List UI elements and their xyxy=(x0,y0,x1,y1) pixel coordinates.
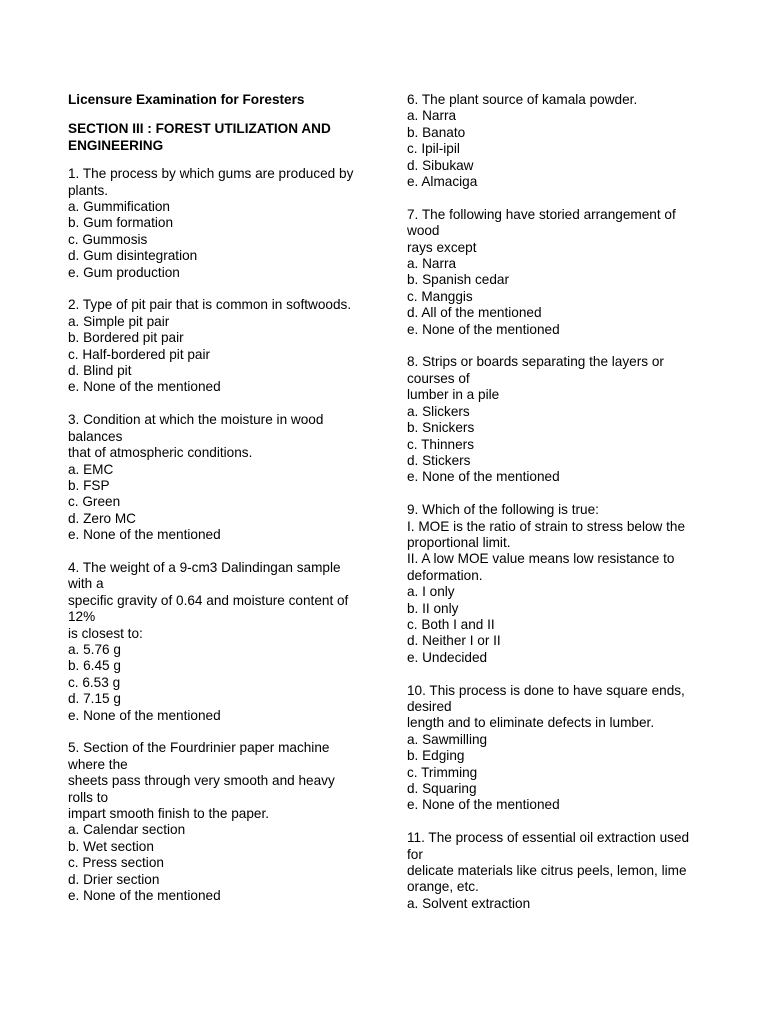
question-stem-line: rolls to xyxy=(68,789,109,805)
section-title-line: ENGINEERING xyxy=(68,137,164,153)
question-stem-line: specific gravity of 0.64 and moisture content of xyxy=(68,592,349,608)
answer-option: e. Almaciga xyxy=(407,174,478,190)
question-stem-line: 7. The following have storied arrangement of xyxy=(407,206,676,222)
question-block xyxy=(407,830,707,912)
question-stem-line: length and to eliminate defects in lumber. xyxy=(407,715,655,731)
answer-option: a. Calendar section xyxy=(68,822,186,838)
answer-option: e. Gum production xyxy=(68,264,180,280)
question-stem-line: impart smooth finish to the paper. xyxy=(68,806,269,821)
answer-option: d. Sibukaw xyxy=(407,157,474,173)
answer-option: b. Banato xyxy=(407,124,466,140)
question-stem-line: orange, etc. xyxy=(407,879,479,895)
answer-option: d. Drier section xyxy=(68,871,160,887)
answer-option: d. Gum disintegration xyxy=(68,248,198,264)
answer-option: c. Half-bordered pit pair xyxy=(68,346,211,362)
left-column xyxy=(68,92,368,921)
question-stem-line: courses of xyxy=(407,370,470,386)
question-stem-line: for xyxy=(407,846,423,862)
answer-option: a. EMC xyxy=(68,461,114,477)
answer-option: b. II only xyxy=(407,600,459,616)
question-block xyxy=(68,740,368,904)
answer-option: c. Green xyxy=(68,494,121,510)
answer-option: b. Bordered pit pair xyxy=(68,330,184,346)
question-stem-line: plants. xyxy=(68,182,109,198)
answer-option: a. Narra xyxy=(407,108,457,124)
question-stem-line: balances xyxy=(68,428,123,444)
answer-option: e. None of the mentioned xyxy=(68,888,221,904)
answer-option: c. Ipil-ipil xyxy=(407,141,460,157)
question-block xyxy=(407,502,707,666)
question-stem-line: 9. Which of the following is true: xyxy=(407,502,599,518)
question-stem-line: sheets pass through very smooth and heavy xyxy=(68,773,335,789)
answer-option: e. None of the mentioned xyxy=(407,321,560,337)
answer-option: c. Gummosis xyxy=(68,231,148,247)
section-title-line: SECTION III : FOREST UTILIZATION AND xyxy=(68,121,331,137)
question-stem-line: I. MOE is the ratio of strain to stress below the xyxy=(407,518,686,534)
answer-option: a. Slickers xyxy=(407,403,470,419)
question-stem-line: lumber in a pile xyxy=(407,387,500,403)
question-stem-line: 2. Type of pit pair that is common in softwoods. xyxy=(68,297,352,313)
question-block xyxy=(68,412,368,543)
question-stem-line: wood xyxy=(407,223,440,239)
answer-option: a. Sawmilling xyxy=(407,731,488,747)
question-stem-line: deformation. xyxy=(407,567,483,583)
question-block xyxy=(407,92,707,190)
answer-option: a. Simple pit pair xyxy=(68,313,170,329)
answer-option: a. Solvent extraction xyxy=(407,895,531,911)
question-block xyxy=(407,207,707,338)
question-stem-line: is closest to: xyxy=(68,625,143,641)
question-stem-line: 11. The process of essential oil extraction used xyxy=(407,830,690,846)
answer-option: c. Both I and II xyxy=(407,616,495,632)
answer-option: c. Trimming xyxy=(407,764,478,780)
question-stem-line: 5. Section of the Fourdrinier paper machine xyxy=(68,740,330,756)
answer-option: d. All of the mentioned xyxy=(407,305,542,321)
answer-option: b. Snickers xyxy=(407,420,475,436)
answer-option: d. Neither I or II xyxy=(407,633,501,649)
question-stem-line: 3. Condition at which the moisture in wood xyxy=(68,412,324,428)
question-stem-line: that of atmospheric conditions. xyxy=(68,445,253,461)
question-stem-line: 8. Strips or boards separating the layers or xyxy=(407,354,664,370)
question-stem-line: rays except xyxy=(407,239,477,255)
answer-option: d. Squaring xyxy=(407,781,477,796)
answer-option: e. None of the mentioned xyxy=(68,527,221,543)
answer-option: e. Undecided xyxy=(407,649,488,665)
answer-option: b. 6.45 g xyxy=(68,658,121,674)
answer-option: e. None of the mentioned xyxy=(407,469,560,485)
answer-option: b. Gum formation xyxy=(68,215,174,231)
question-stem-line: 10. This process is done to have square ends, xyxy=(407,682,685,698)
answer-option: a. 5.76 g xyxy=(68,641,121,657)
exam-title: Licensure Examination for Foresters xyxy=(68,92,305,107)
question-stem-line: proportional limit. xyxy=(407,534,511,550)
question-stem-line: where the xyxy=(68,756,128,772)
right-column xyxy=(407,92,707,929)
question-stem-line: 1. The process by which gums are produced by xyxy=(68,166,354,182)
question-stem-line: with a xyxy=(68,576,104,592)
answer-option: a. Narra xyxy=(407,256,457,272)
answer-option: e. None of the mentioned xyxy=(68,379,221,395)
question-stem-line: 12% xyxy=(68,609,96,625)
answer-option: d. Zero MC xyxy=(68,510,136,526)
answer-option: b. Spanish cedar xyxy=(407,272,510,288)
question-block xyxy=(407,354,707,485)
answer-option: b. FSP xyxy=(68,477,110,493)
answer-option: c. Manggis xyxy=(407,288,473,304)
answer-option: a. Gummification xyxy=(68,199,170,215)
answer-option: c. 6.53 g xyxy=(68,674,121,690)
question-block xyxy=(68,166,368,281)
answer-option: c. Thinners xyxy=(407,436,474,452)
answer-option: b. Edging xyxy=(407,748,465,764)
question-stem-line: 6. The plant source of kamala powder. xyxy=(407,92,638,107)
question-block xyxy=(68,297,368,395)
answer-option: d. Stickers xyxy=(407,452,471,468)
question-stem-line: delicate materials like citrus peels, lemon, lime xyxy=(407,863,687,879)
answer-option: e. None of the mentioned xyxy=(68,707,221,723)
question-block xyxy=(407,683,707,814)
question-stem-line: desired xyxy=(407,698,452,714)
section-title xyxy=(68,121,368,154)
question-block xyxy=(68,560,368,724)
question-stem-line: 4. The weight of a 9-cm3 Dalindingan sample xyxy=(68,559,341,575)
answer-option: b. Wet section xyxy=(68,838,154,854)
answer-option: d. Blind pit xyxy=(68,363,132,379)
question-stem-line: II. A low MOE value means low resistance to xyxy=(407,551,675,567)
answer-option: d. 7.15 g xyxy=(68,691,121,707)
answer-option: e. None of the mentioned xyxy=(407,797,560,813)
answer-option: a. I only xyxy=(407,584,455,600)
answer-option: c. Press section xyxy=(68,855,164,871)
